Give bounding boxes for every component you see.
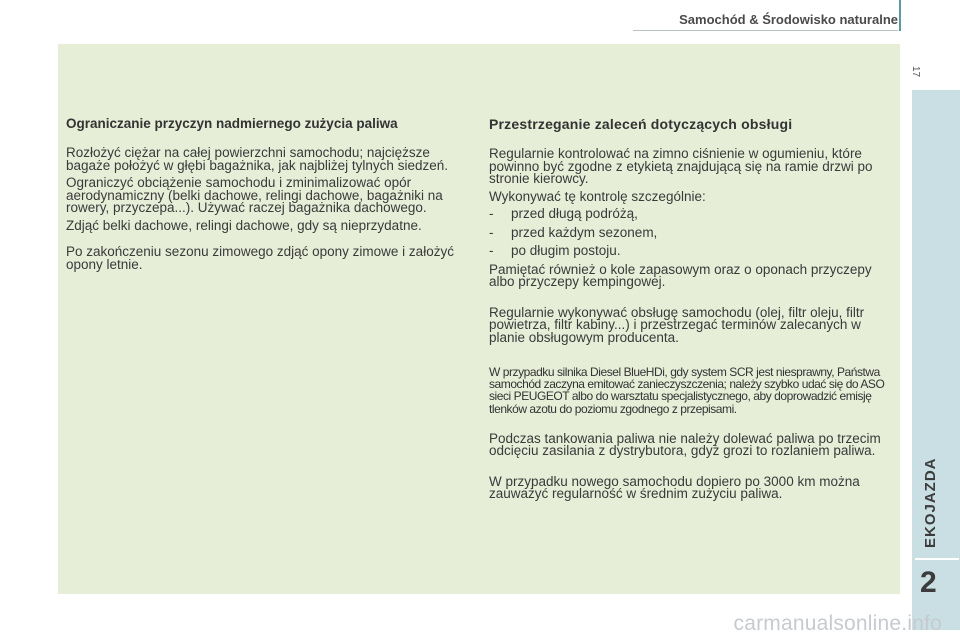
right-column bbox=[489, 116, 899, 506]
header-title: Samochód & Środowisko naturalne bbox=[679, 12, 898, 27]
right-paragraph: Pamiętać również o kole zapasowym oraz o oponach przyczepy albo przyczepy kempingowej. bbox=[489, 261, 872, 289]
left-paragraph: Ograniczyć obciążenie samochodu i zminimalizować opór aerodynamiczny (belki dachowe, relingi dachowe, bagażniki na rowery, przyczepa...). Używać raczej bagażnika dachowego. bbox=[66, 175, 443, 215]
header-accent-bar bbox=[899, 0, 901, 31]
list-item-text: przed długą podróżą, bbox=[511, 206, 638, 221]
chapter-divider bbox=[915, 558, 959, 560]
chapter-label: EKOJAZDA bbox=[922, 457, 939, 548]
list-item bbox=[489, 245, 899, 258]
list-item-text: przed każdym sezonem, bbox=[511, 224, 658, 240]
diesel-note: W przypadku silnika Diesel BlueHDi, gdy system SCR jest niesprawny, Państwa samochód zaczyna emitować zanieczyszczenia; należy szybko udać się do ASO sieci PEUGEOT albo do warsztatu specjalistycznego, aby doprowadzić emisję tlenków azotu do poziomu zgodnego z przepisami. bbox=[489, 365, 885, 416]
left-heading: Ograniczanie przyczyn nadmiernego zużycia paliwa bbox=[66, 116, 398, 131]
watermark: carmanualsonline.info bbox=[733, 612, 942, 635]
list-dash: - bbox=[489, 224, 494, 240]
left-paragraph: Zdjąć belki dachowe, relingi dachowe, gdy są nieprzydatne. bbox=[66, 217, 422, 233]
list-dash: - bbox=[489, 206, 494, 221]
list-dash: - bbox=[489, 243, 494, 258]
right-paragraph: Regularnie kontrolować na zimno ciśnienie w ogumieniu, które powinno być zgodne z etykietą znajdującą się na ramie drzwi po stronie kierowcy. bbox=[489, 146, 873, 186]
list-item bbox=[489, 224, 899, 240]
list-item bbox=[489, 208, 899, 221]
left-paragraph: Rozłożyć ciężar na całej powierzchni samochodu; najcięższe bagaże położyć w głębi bagażnika, jak najbliżej tylnych siedzeń. bbox=[66, 145, 448, 173]
chapter-side-tab bbox=[912, 90, 960, 630]
chapter-number: 2 bbox=[920, 566, 937, 599]
list-item-text: po długim postoju. bbox=[511, 243, 621, 258]
page-number: 17 bbox=[910, 66, 921, 78]
header-divider bbox=[633, 30, 898, 31]
right-paragraph: Wykonywać tę kontrolę szczególnie: bbox=[489, 188, 706, 204]
left-paragraph: Po zakończeniu sezonu zimowego zdjąć opony zimowe i założyć opony letnie. bbox=[66, 244, 454, 272]
right-heading: Przestrzeganie zaleceń dotyczących obsługi bbox=[489, 116, 793, 132]
new-car-paragraph: W przypadku nowego samochodu dopiero po 3000 km można zauważyć regularność w średnim zużyciu paliwa. bbox=[489, 473, 860, 502]
maintenance-paragraph: Regularnie wykonywać obsługę samochodu (olej, filtr oleju, filtr powietrza, filtr kabiny...) i przestrzegać terminów zalecanych w planie obsługowym producenta. bbox=[489, 304, 865, 345]
refuel-paragraph: Podczas tankowania paliwa nie należy dolewać paliwa po trzecim odcięciu zasilania z dystrybutora, gdyż grozi to rozlaniem paliwa. bbox=[489, 430, 881, 459]
left-column bbox=[66, 116, 476, 276]
